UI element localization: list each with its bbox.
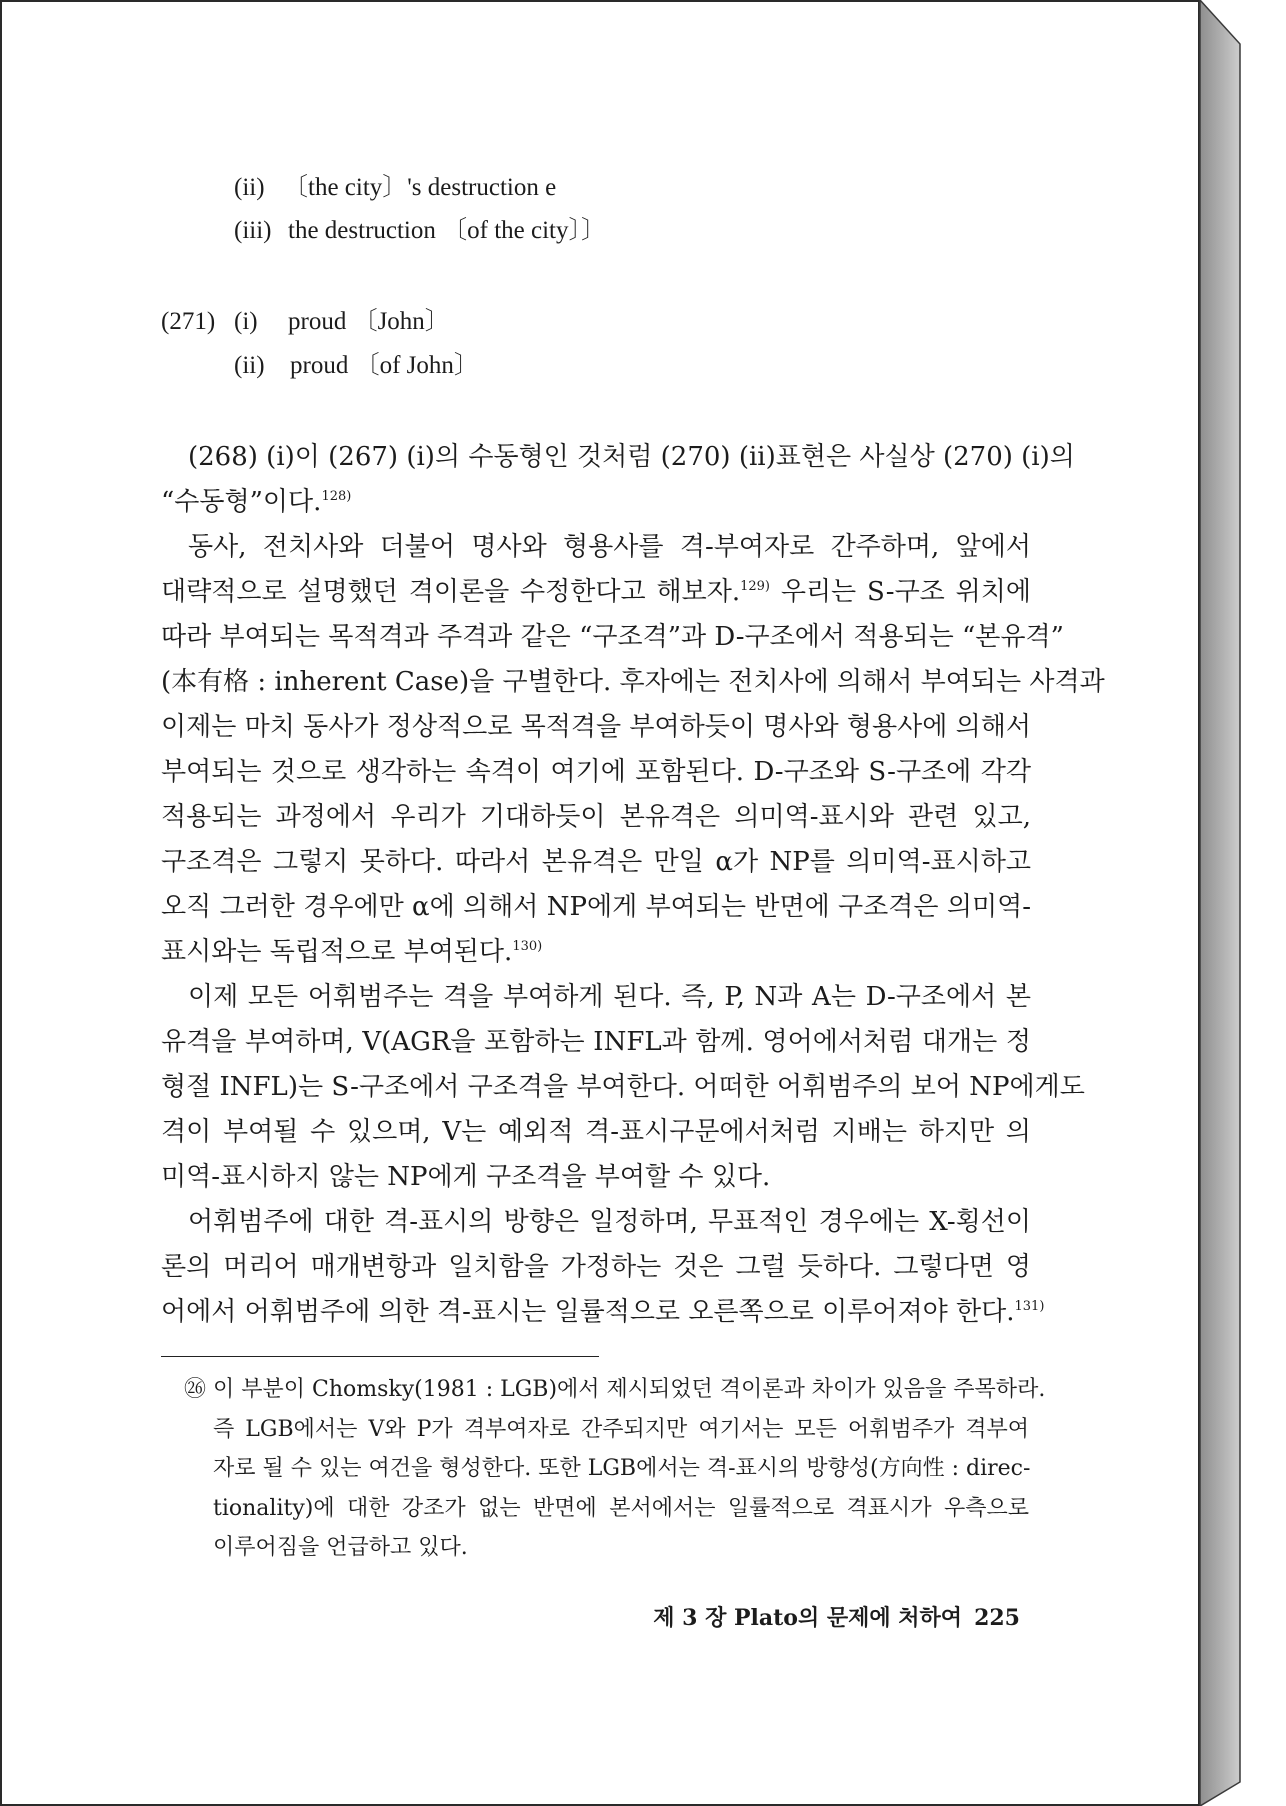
body-line: (268) (i)이 (267) (i)의 수동형인 것처럼 (270) (ii)표현은 사실상 (270) (i)의 xyxy=(188,442,1075,472)
body-line: 형절 INFL)는 S-구조에서 구조격을 부여한다. 어떠한 어휘범주의 보어 NP에게도 xyxy=(161,1072,1085,1102)
footnote-reference: 131) xyxy=(1014,1299,1045,1314)
body-line: 론의 머리어 매개변항과 일치함을 가정하는 것은 그럴 듯하다. 그렇다면 영 xyxy=(161,1252,1031,1282)
body-line: 동사, 전치사와 더불어 명사와 형용사를 격-부여자로 간주하며, 앞에서 xyxy=(188,532,1031,562)
running-footer xyxy=(560,1600,1020,1636)
body-line: 격이 부여될 수 있으며, V는 예외적 격-표시구문에서처럼 지배는 하지만 의 xyxy=(161,1117,1031,1147)
body-line xyxy=(161,570,1031,615)
body-line: 부여되는 것으로 생각하는 속격이 여기에 포함된다. D-구조와 S-구조에 각각 xyxy=(161,757,1031,787)
body-line xyxy=(161,1290,1045,1335)
body-line xyxy=(161,480,1031,525)
example-label: (ii) xyxy=(234,174,265,201)
chapter-title: 제 3 장 Plato의 문제에 처하여 xyxy=(653,1605,963,1631)
example-label: (iii) xyxy=(234,217,272,244)
footnote-line: 자로 될 수 있는 여건을 형성한다. 또한 LGB에서는 격-표시의 방향성(方向性 : direc- xyxy=(213,1456,1031,1481)
footnote-text: 이 부분이 Chomsky(1981 : LGB)에서 제시되었던 격이론과 차이가 있음을 주목하라. xyxy=(213,1377,1046,1402)
example-label: (ii) xyxy=(234,352,265,379)
footnote-reference: 130) xyxy=(512,939,543,954)
line-text: 우리는 S-구조 위치에 xyxy=(769,577,1031,607)
footnote-separator xyxy=(161,1356,599,1357)
body-line: 따라 부여되는 목적격과 주격과 같은 “구조격”과 D-구조에서 적용되는 “본유격” xyxy=(161,622,1064,652)
footnote-line: 즉 LGB에서는 V와 P가 격부여자로 간주되지만 여기서는 모든 어휘범주가 격부여 xyxy=(213,1416,1029,1442)
page-number: 225 xyxy=(974,1605,1020,1631)
example-text: 〔the city〕's destruction e xyxy=(283,174,557,201)
line-text: 표시와는 독립적으로 부여된다. xyxy=(161,937,513,967)
body-line: 오직 그러한 경우에만 α에 의해서 NP에게 부여되는 반면에 구조격은 의미역- xyxy=(161,892,1031,922)
body-text xyxy=(161,435,1105,1335)
body-line xyxy=(161,930,1031,975)
body-line: (本有格 : inherent Case)을 구별한다. 후자에는 전치사에 의해서 부여되는 사격과 xyxy=(161,667,1105,697)
body-line: 구조격은 그렇지 못하다. 따라서 본유격은 만일 α가 NP를 의미역-표시하고 xyxy=(161,847,1031,877)
line-text: 대략적으로 설명했던 격이론을 수정한다고 해보자. xyxy=(161,577,741,607)
example-label: (i) xyxy=(234,308,258,335)
footnote-line: tionality)에 대한 강조가 없는 반면에 본서에서는 일률적으로 격표시가 우측으로 xyxy=(213,1495,1029,1521)
page-edge-shadow xyxy=(1198,0,1246,1806)
body-line: 이제 모든 어휘범주는 격을 부여하게 된다. 즉, P, N과 A는 D-구조에서 본 xyxy=(188,982,1031,1012)
body-line: 어휘범주에 대한 격-표시의 방향은 일정하며, 무표적인 경우에는 X-횡선이 xyxy=(188,1207,1031,1237)
footnote xyxy=(184,1370,1046,1568)
footnote-line xyxy=(184,1370,1046,1410)
footnote-line: 이루어짐을 언급하고 있다. xyxy=(213,1535,468,1560)
line-text: “수동형”이다. xyxy=(161,487,322,517)
example-number: (271) xyxy=(161,308,216,335)
footnote-marker: ㉖ xyxy=(184,1377,207,1402)
example-text: the destruction 〔of the city〕〕 xyxy=(288,217,606,244)
body-line: 이제는 마치 동사가 정상적으로 목적격을 부여하듯이 명사와 형용사에 의해서 xyxy=(161,712,1031,742)
body-line: 유격을 부여하며, V(AGR을 포함하는 INFL과 함께. 영어에서처럼 대개는 정 xyxy=(161,1027,1031,1057)
body-line: 미역-표시하지 않는 NP에게 구조격을 부여할 수 있다. xyxy=(161,1162,771,1192)
footnote-reference: 129) xyxy=(740,579,770,594)
example-text: proud 〔John〕 xyxy=(288,308,450,335)
body-line: 적용되는 과정에서 우리가 기대하듯이 본유격은 의미역-표시와 관련 있고, xyxy=(161,802,1031,832)
footnote-reference: 128) xyxy=(321,489,352,504)
example-text: proud 〔of John〕 xyxy=(290,352,479,379)
line-text: 어에서 어휘범주에 의한 격-표시는 일률적으로 오른쪽으로 이루어져야 한다. xyxy=(161,1297,1015,1327)
